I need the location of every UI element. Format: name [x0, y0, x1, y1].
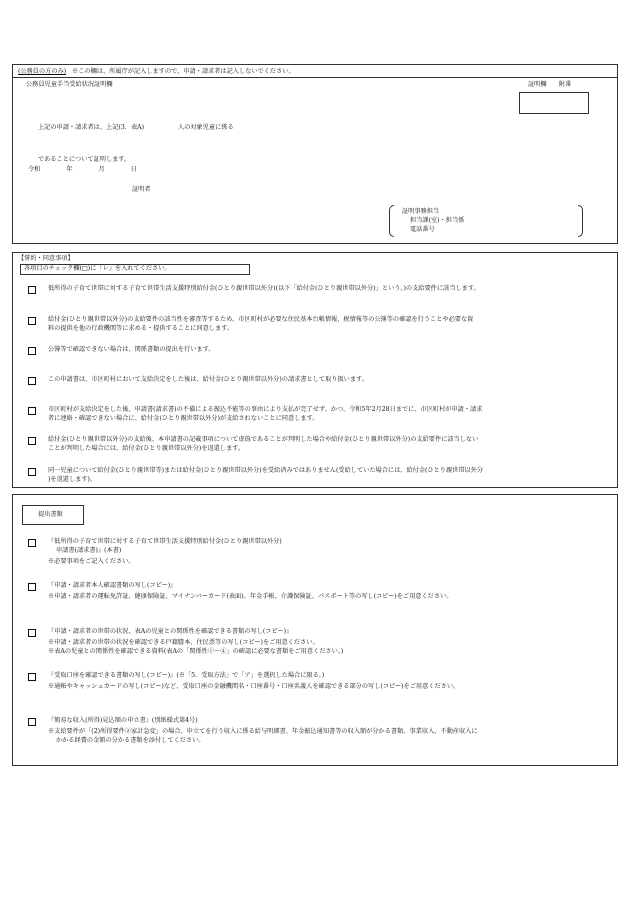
document-title: 『簡易な収入(所得)見込額の申立書』(別紙様式第4号)	[48, 717, 198, 724]
document-checkbox-3[interactable]	[28, 629, 36, 637]
pledge-checkbox-3[interactable]	[28, 347, 36, 355]
pledge-item-text: この申請書は、市区町村において支給決定をした後は、給付金(ひとり親世帯以外分)の請求書として取り扱います。	[48, 376, 368, 383]
document-note: ※申請・請求者の運転免許証、健康保険証、マイナンバーカード(表面)、年金手帳、介護保険証、パスポート等の写し(コピー)をご用意ください。	[48, 593, 453, 600]
official-header	[18, 68, 295, 76]
pledge-checkbox-5[interactable]	[28, 407, 36, 415]
cert-line-1-prefix: 上記の申請・請求者は、上記(3．表A)	[38, 124, 145, 131]
document-note: ※申請・請求者の世帯の状況を確認できる戸籍謄本、住民票等の写し(コピー)をご用意ください。	[48, 639, 319, 646]
pledge-item-text: 公簿等で確認できない場合は、関係書類の提出を行います。	[48, 346, 215, 353]
pledge-checkbox-1[interactable]	[28, 286, 36, 294]
official-use-section	[12, 64, 618, 244]
certifier-label: 証明者	[132, 186, 151, 193]
document-title: 『申請・請求者本人確認書類の写し(コピー)』	[48, 582, 177, 589]
cert-line-1-suffix: 人の対象児童に係る	[177, 124, 234, 131]
document-title: 『低所得の子育て世帯に対する子育て世帯生活支援特別給付金(ひとり親世帯以外分)	[48, 538, 282, 545]
pledge-item-text: 給付金(ひとり親世帯以外分)の支給要件の該当性を審査等するため、市区町村が必要な住民基本台帳情報、税情報等の公簿等の確認を行うことや必要な資	[48, 316, 474, 323]
document-note: ※通帳やキャッシュカードの写し(コピー)など、受取口座の金融機関名・口座番号・口座名義人を確認できる部分の写し(コピー)をご用意ください。	[48, 683, 460, 690]
pledge-item-text: 者に連絡・確認できない場合に、給付金(ひとり親世帯以外分)が支給されないことに同意します。	[48, 415, 319, 422]
date-era: 令和	[28, 166, 41, 173]
pledge-item-text: )を返還します)。	[48, 476, 97, 483]
pledge-checkbox-7[interactable]	[28, 468, 36, 476]
official-header-label: (公務員の方のみ)	[18, 68, 67, 75]
office-phone-label: 電話番号	[410, 226, 435, 233]
document-note: ※表Aの児童との関係性を確認できる資料(表Aの「関係性①〜④」の確認に必要な書類をご用意ください。)	[48, 648, 344, 655]
cert-number-box[interactable]	[519, 92, 589, 114]
official-section-title: 公務員児童手当受給状況証明欄	[26, 81, 113, 88]
office-bracket-left	[389, 205, 394, 237]
document-note: ※支給要件が「(2)所得要件②家計急変」の場合、申立てを行う収入に係る給与明細書、年金振込通知書等の収入額が分かる書類、事業収入、不動産収入に	[48, 728, 478, 735]
document-note: かかる経費の金額の分かる書類を添付してください。	[56, 737, 205, 744]
pledge-title: 【誓約・同意事項】	[18, 255, 74, 262]
document-title-continued: 申請書(請求書)』(本書)	[56, 547, 122, 554]
cert-number-label: 証明欄 附番	[528, 81, 572, 88]
pledge-item-text: 低所得の子育て世帯に対する子育て世帯生活支援特別給付金(ひとり親世帯以外分)(以下「給付金(ひとり親世帯以外分)」という。)の支給要件に該当します。	[48, 285, 480, 292]
document-title: 『申請・請求者の世帯の状況、表Aの児童との関係性を確認できる書類の写し(コピー)』	[48, 628, 293, 635]
pledge-checkbox-4[interactable]	[28, 377, 36, 385]
pledge-checkbox-6[interactable]	[28, 437, 36, 445]
document-checkbox-4[interactable]	[28, 673, 36, 681]
document-checkbox-2[interactable]	[28, 583, 36, 591]
office-department-label: 担当課(室)・担当係	[410, 217, 465, 224]
official-header-divider	[12, 77, 618, 78]
documents-title: 提出書類	[38, 511, 63, 518]
date-year: 年	[66, 166, 73, 173]
pledge-item-text: 給付金(ひとり親世帯以外分)の支給後、本申請書の記載事項について虚偽であることが判明した場合や給付金(ひとり親世帯以外分)の支給要件に該当しない	[48, 436, 479, 443]
document-title: 『受取口座を確認できる書類の写し(コピー)』(※「5．受取方法」で「ア」を選択した場合に限る。)	[48, 672, 325, 679]
date-day: 日	[130, 166, 137, 173]
cert-date	[28, 166, 137, 174]
official-header-note: ※この欄は、所属庁が記入しますので、申請・請求者は記入しないでください。	[72, 68, 295, 75]
pledge-instruction: 各項目のチェック欄(□)に『レ』を入れてください。	[24, 265, 171, 272]
office-contact-label: 証明事務担当	[402, 208, 440, 215]
document-checkbox-5[interactable]	[28, 718, 36, 726]
cert-line-2: であることについて証明します。	[38, 156, 131, 163]
pledge-checkbox-2[interactable]	[28, 317, 36, 325]
document-checkbox-1[interactable]	[28, 539, 36, 547]
pledge-item-text: ことが判明した場合には、給付金(ひとり親世帯以外分)を返還します。	[48, 445, 245, 452]
pledge-item-text: 市区町村が支給決定をした後、申請書(請求書)の不備による振込不能等の事由により支払が完了せず、かつ、令和5年2月28日までに、市区町村が申請・請求	[48, 406, 483, 413]
cert-line-1	[38, 124, 234, 132]
document-note: ※必要事項をご記入ください。	[48, 558, 135, 565]
pledge-item-text: 料の提供を他の行政機関等に求める・提供することに同意します。	[48, 325, 234, 332]
pledge-item-text: 同一児童について給付金(ひとり親世帯等)または給付金(ひとり親世帯以外分)を受給済みではありません(受給していた場合には、給付金(ひとり親世帯以外分	[48, 467, 484, 474]
office-bracket-right	[578, 205, 583, 237]
date-month: 月	[98, 166, 105, 173]
